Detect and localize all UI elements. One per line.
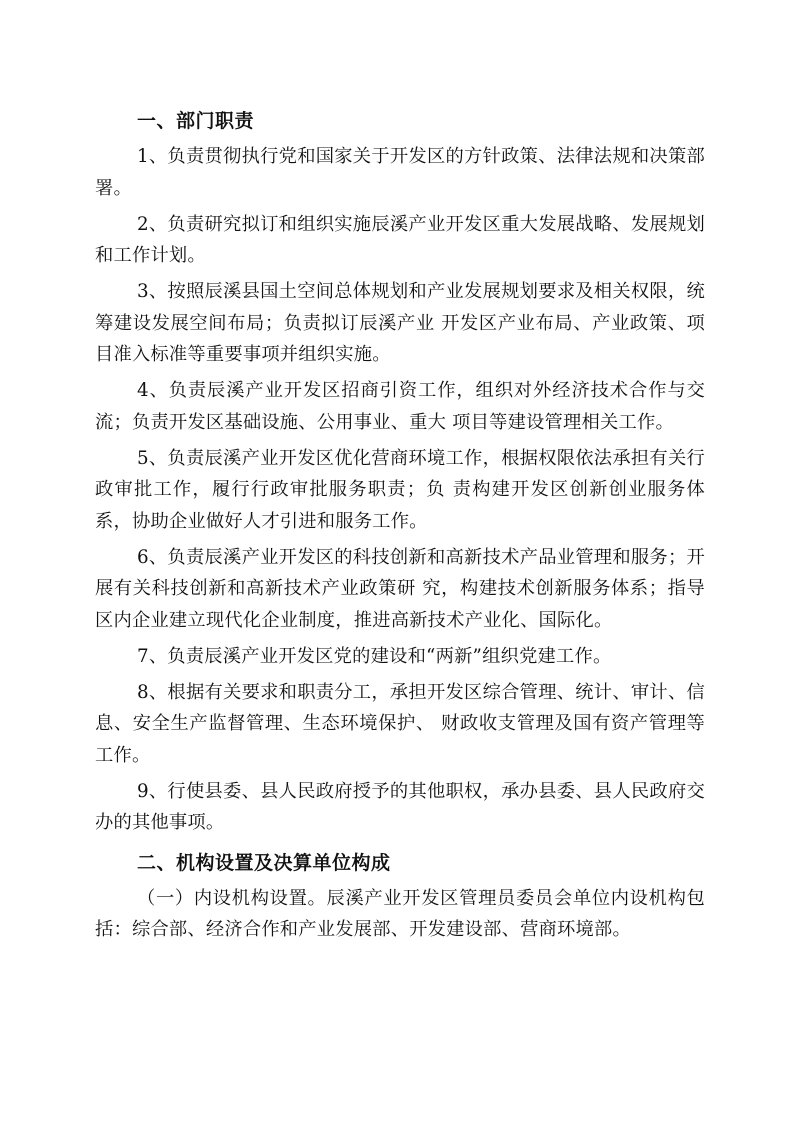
duty-item-3: 3、按照辰溪县国土空间总体规划和产业发展规划要求及相关权限，统筹建设发展空间布局；负责拟订辰溪产业 开发区产业布局、产业政策、项目准入标准等重要事项并组织实施。 <box>95 281 705 365</box>
internal-structure-paragraph: （一）内设机构设置。辰溪产业开发区管理员委员会单位内设机构包括：综合部、经济合作和产业发展部、开发建设部、营商环境部。 <box>95 887 705 940</box>
duty-item-8: 8、根据有关要求和职责分工，承担开发区综合管理、统计、审计、信息、安全生产监督管理、生态环境保护、 财政收支管理及国有资产管理等工作。 <box>95 681 705 766</box>
duty-item-2: 2、负责研究拟订和组织实施辰溪产业开发区重大发展战略、发展规划和工作计划。 <box>95 213 705 266</box>
duty-item-5: 5、负责辰溪产业开发区优化营商环境工作，根据权限依法承担有关行政审批工作，履行行政审批服务职责；负 责构建开发区创新创业服务体系，协助企业做好人才引进和服务工作。 <box>95 447 705 532</box>
duty-item-4: 4、负责辰溪产业开发区招商引资工作，组织对外经济技术合作与交流；负责开发区基础设施、公用事业、重大 项目等建设管理相关工作。 <box>95 380 705 433</box>
duty-item-7: 7、负责辰溪产业开发区党的建设和“两新”组织党建工作。 <box>137 645 612 667</box>
duty-item-1: 1、负责贯彻执行党和国家关于开发区的方针政策、法律法规和决策部署。 <box>95 146 705 199</box>
document-body <box>95 105 705 950</box>
section-heading-duties: 一、部门职责 <box>137 110 255 132</box>
duty-item-6: 6、负责辰溪产业开发区的科技创新和高新技术产品业管理和服务；开展有关科技创新和高新技术产业政策研 究，构建技术创新服务体系；指导区内企业建立现代化企业制度，推进高新技术产业化、国际化。 <box>95 546 705 631</box>
duty-item-9: 9、行使县委、县人民政府授予的其他职权，承办县委、县人民政府交办的其他事项。 <box>95 780 705 833</box>
section-heading-structure: 二、机构设置及决算单位构成 <box>137 851 391 874</box>
